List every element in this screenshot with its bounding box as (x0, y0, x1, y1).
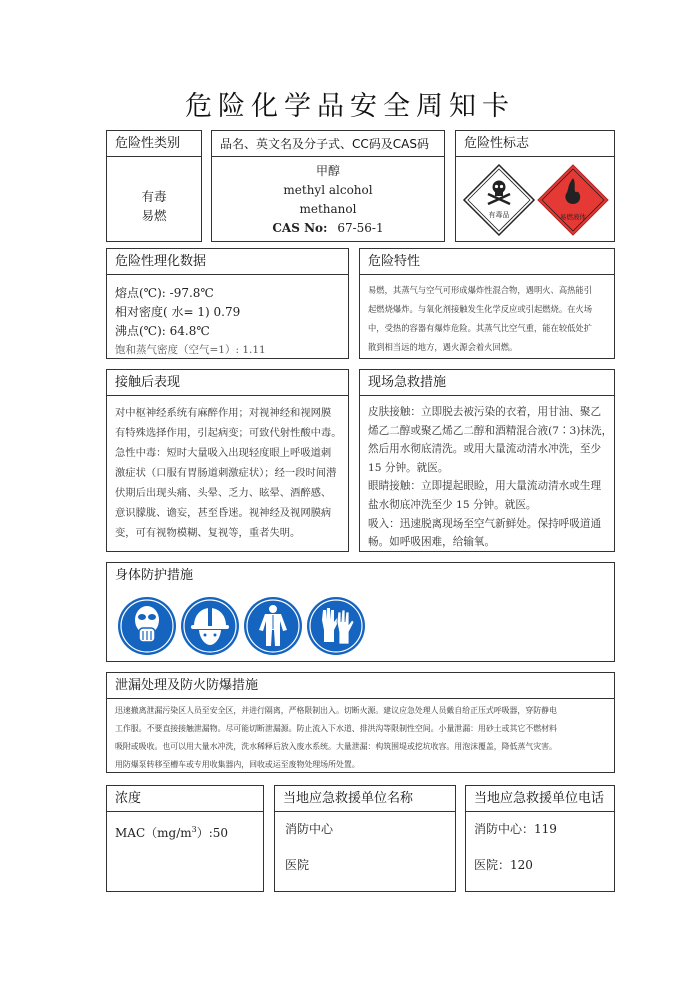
first-aid-line: 眼睛接触：立即提起眼睑，用大量流动清水或生理 (368, 480, 602, 493)
product-header: 品名、英文名及分子式、CC码及CAS码 (212, 131, 444, 157)
spill-line: 用防爆泵转移至槽车或专用收集器内，回收或运至废物处理场所处置。 (115, 760, 360, 769)
rescue-phone: 医院：120 (474, 858, 533, 872)
physchem-header: 危险性理化数据 (107, 249, 348, 275)
rescue-phone: 消防中心：119 (474, 822, 557, 836)
first-aid-header: 现场急救措施 (360, 370, 614, 396)
spill-line: 工作服。不要直接接触泄漏物。尽可能切断泄漏源。防止流入下水道、排洪沟等限制性空间。小量泄漏：用砂土或其它不燃材料 (115, 724, 557, 733)
first-aid-line: 皮肤接触：立即脱去被污染的衣着，用甘油、聚乙 (368, 406, 602, 418)
hazard-props-line: 散到相当远的地方，遇火源会着火回燃。 (368, 342, 518, 352)
first-aid-line: 然后用水彻底清洗。或用大量流动清水冲洗，至少 (368, 443, 602, 456)
hazard-class-box (106, 130, 202, 242)
exposure-line: 有特殊选择作用，引起病变；可致代射性酸中毒。 (115, 427, 342, 439)
exposure-line: 对中枢神经系统有麻醉作用；对视神经和视网膜 (115, 407, 332, 419)
concentration-box (106, 785, 264, 892)
rescue-units-box (274, 785, 456, 892)
hazard-props-line: 起燃烧爆炸。与氧化剂接触发生化学反应或引起燃烧。在火场 (368, 304, 593, 314)
rescue-units-header: 当地应急救援单位名称 (275, 786, 455, 812)
first-aid-line: 吸入：迅速脱离现场至空气新鲜处。保持呼吸道通 (368, 517, 602, 530)
hazard-props-box (359, 248, 615, 359)
concentration-header: 浓度 (107, 786, 263, 812)
first-aid-line: 烯乙二醇或聚乙烯乙二醇和酒精混合液(7∶3)抹洗， (368, 424, 613, 437)
rescue-unit-name: 医院 (285, 858, 310, 872)
rescue-phones-header: 当地应急救援单位电话 (466, 786, 614, 812)
first-aid-box (359, 369, 615, 552)
hazard-props-line: 中，受热的容器有爆炸危险。其蒸气比空气重，能在较低处扩 (368, 323, 593, 333)
exposure-line: 变，可有视物模糊、复视等，重者失明。 (115, 527, 301, 539)
hazard-class-header: 危险性类别 (107, 131, 201, 157)
exposure-header: 接触后表现 (107, 370, 348, 396)
relative-density: 相对密度( 水= 1) 0.79 (115, 305, 241, 319)
spill-header: 泄漏处理及防火防爆措施 (107, 673, 614, 699)
rescue-phones-box (465, 785, 615, 892)
product-cas (212, 219, 444, 238)
protective-suit-icon (243, 596, 303, 656)
cas-value: 67-56-1 (337, 221, 384, 235)
gloves-icon (306, 596, 366, 656)
mac-value: $MAC(mg/m^3):50$ (115, 825, 229, 840)
product-cn-name: 甲醇 (315, 164, 340, 178)
spill-line: 吸附或吸收。也可以用大量水冲洗，洗水稀释后放入废水系统。大量泄漏：构筑围堤或挖坑收容。用泡沫覆盖，降低蒸气灾害。 (115, 742, 557, 751)
first-aid-line: 盐水彻底冲洗至少 15 分钟。就医。 (368, 498, 537, 511)
hazard-props-header: 危险特性 (360, 249, 614, 275)
hazard-class-line: 易燃 (141, 208, 167, 223)
toxic-diamond-icon (462, 163, 536, 237)
hard-hat-icon (180, 596, 240, 656)
page-title: 危险化学品安全周知卡 (185, 91, 515, 122)
toxic-label: 有毒品 (488, 211, 510, 219)
product-en-name: methanol (299, 202, 357, 216)
first-aid-line: 畅。如呼吸困难，给输氧。 (368, 536, 496, 549)
physchem-box (106, 248, 349, 359)
exposure-line: 伏期后出现头痛、头晕、乏力、眩晕、酒醉感、 (115, 487, 332, 499)
hazard-class-line: 有毒 (141, 189, 167, 204)
hazard-signs-header: 危险性标志 (456, 131, 614, 157)
exposure-line: 激症状（口服有胃肠道刺激症状）；经一段时间潜 (115, 467, 337, 479)
hazard-props-line: 易燃，其蒸气与空气可形成爆炸性混合物，遇明火、高热能引 (368, 285, 593, 295)
ppe-box (106, 562, 615, 662)
gas-mask-icon (117, 596, 177, 656)
flammable-diamond-icon (536, 163, 610, 237)
melting-point: 熔点(℃): -97.8℃ (115, 286, 214, 300)
spill-line: 迅速撤离泄漏污染区人员至安全区，并进行隔离，严格限制出入。切断火源。建议应急处理人员戴自给正压式呼吸器，穿防静电 (115, 706, 557, 715)
first-aid-line: 15 分钟。就医。 (368, 461, 449, 474)
product-en-name: methyl alcohol (283, 183, 373, 197)
product-box (211, 130, 445, 242)
exposure-box (106, 369, 349, 552)
spill-box (106, 672, 615, 773)
rescue-unit-name: 消防中心 (285, 822, 334, 836)
hazard-signs-box (455, 130, 615, 242)
exposure-line: 意识朦胧、谵妄，甚至昏迷。视神经及视网膜病 (115, 507, 332, 519)
boiling-point: 沸点(℃): 64.8℃ (115, 324, 210, 338)
cas-label: CAS No: (272, 221, 328, 235)
exposure-line: 急性中毒：短时大量吸入出现轻度眼上呼吸道刺 (115, 447, 332, 459)
vapor-density: 饱和蒸气密度（空气=1）: 1.11 (115, 344, 266, 356)
flammable-label: 易燃液体 (560, 213, 586, 221)
ppe-header: 身体防护措施 (115, 568, 194, 583)
